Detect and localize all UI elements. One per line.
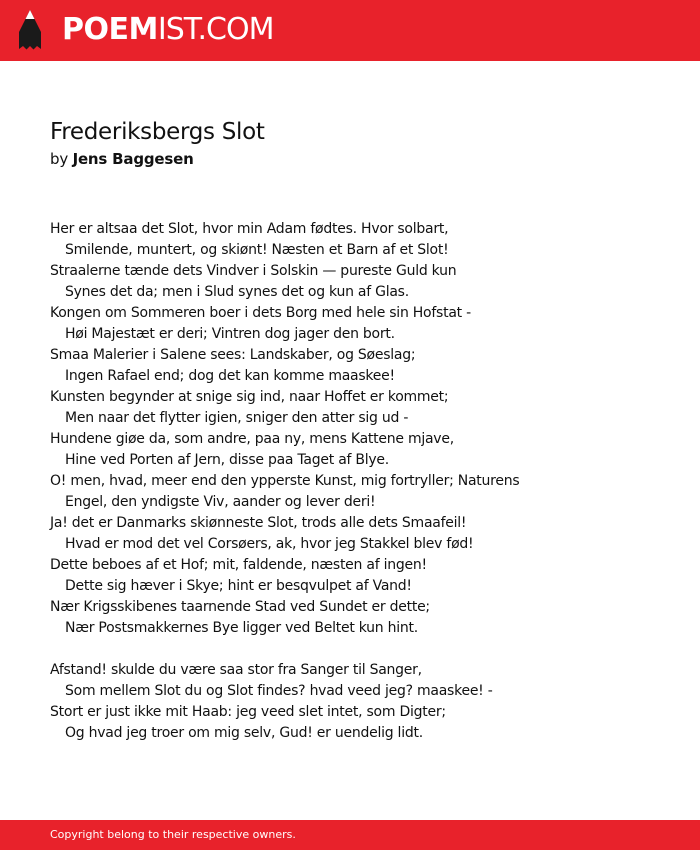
poem-body bbox=[50, 219, 670, 744]
poem-line: O! men, hvad, meer end den ypperste Kunst, mig fortryller; Naturens bbox=[50, 473, 520, 489]
poem-line: Afstand! skulde du være saa stor fra Sanger til Sanger, bbox=[50, 662, 422, 678]
logo-light-part: IST.COM bbox=[157, 12, 274, 47]
poem-line: Smaa Malerier i Salene sees: Landskaber, og Søeslag; bbox=[50, 347, 416, 363]
poem-line: Ingen Rafael end; dog det kan komme maaskee! bbox=[65, 368, 395, 384]
site-footer bbox=[0, 820, 700, 850]
poem-line: Men naar det flytter igien, sniger den atter sig ud - bbox=[65, 410, 409, 426]
copyright-text: Copyright belong to their respective owners. bbox=[50, 828, 296, 841]
poem-line: Hine ved Porten af Jern, disse paa Taget af Blye. bbox=[65, 452, 389, 468]
author-name: Jens Baggesen bbox=[72, 150, 194, 168]
poem-line: Smilende, muntert, og skiønt! Næsten et Barn af et Slot! bbox=[65, 242, 449, 258]
pencil-tip-icon[interactable] bbox=[18, 10, 42, 51]
poem-line: Høi Majestæt er deri; Vintren dog jager den bort. bbox=[65, 326, 395, 342]
logo-bold-part: POEM bbox=[62, 12, 158, 47]
poem-line: Hvad er mod det vel Corsøers, ak, hvor jeg Stakkel blev fød! bbox=[65, 536, 474, 552]
poem-line: Straalerne tænde dets Vindver i Solskin — pureste Guld kun bbox=[50, 263, 457, 279]
poem-line: Engel, den yndigste Viv, aander og lever deri! bbox=[65, 494, 376, 510]
poem-title: Frederiksbergs Slot bbox=[50, 119, 265, 145]
poem-line: Kongen om Sommeren boer i dets Borg med hele sin Hofstat - bbox=[50, 305, 471, 321]
site-logo[interactable] bbox=[62, 12, 273, 48]
poem-line: Dette beboes af et Hof; mit, faldende, næsten af ingen! bbox=[50, 557, 427, 573]
poem-line: Her er altsaa det Slot, hvor min Adam fødtes. Hvor solbart, bbox=[50, 221, 449, 237]
poem-line: Nær Postsmakkernes Bye ligger ved Beltet kun hint. bbox=[65, 620, 418, 636]
site-header bbox=[0, 0, 700, 61]
byline bbox=[50, 149, 194, 169]
poem-line: Synes det da; men i Slud synes det og kun af Glas. bbox=[65, 284, 409, 300]
poem-line: Nær Krigsskibenes taarnende Stad ved Sundet er dette; bbox=[50, 599, 430, 615]
poem-line: Hundene giøe da, som andre, paa ny, mens Kattene mjave, bbox=[50, 431, 454, 447]
poem-line: Stort er just ikke mit Haab: jeg veed slet intet, som Digter; bbox=[50, 704, 446, 720]
byline-prefix: by bbox=[50, 150, 68, 168]
poem-line: Dette sig hæver i Skye; hint er besqvulpet af Vand! bbox=[65, 578, 412, 594]
stanza-break bbox=[50, 639, 670, 660]
poem-line: Ja! det er Danmarks skiønneste Slot, trods alle dets Smaafeil! bbox=[50, 515, 467, 531]
poem-line: Som mellem Slot du og Slot findes? hvad veed jeg? maaskee! - bbox=[65, 683, 493, 699]
poem-line: Kunsten begynder at snige sig ind, naar Hoffet er kommet; bbox=[50, 389, 449, 405]
poem-line: Og hvad jeg troer om mig selv, Gud! er uendelig lidt. bbox=[65, 725, 423, 741]
